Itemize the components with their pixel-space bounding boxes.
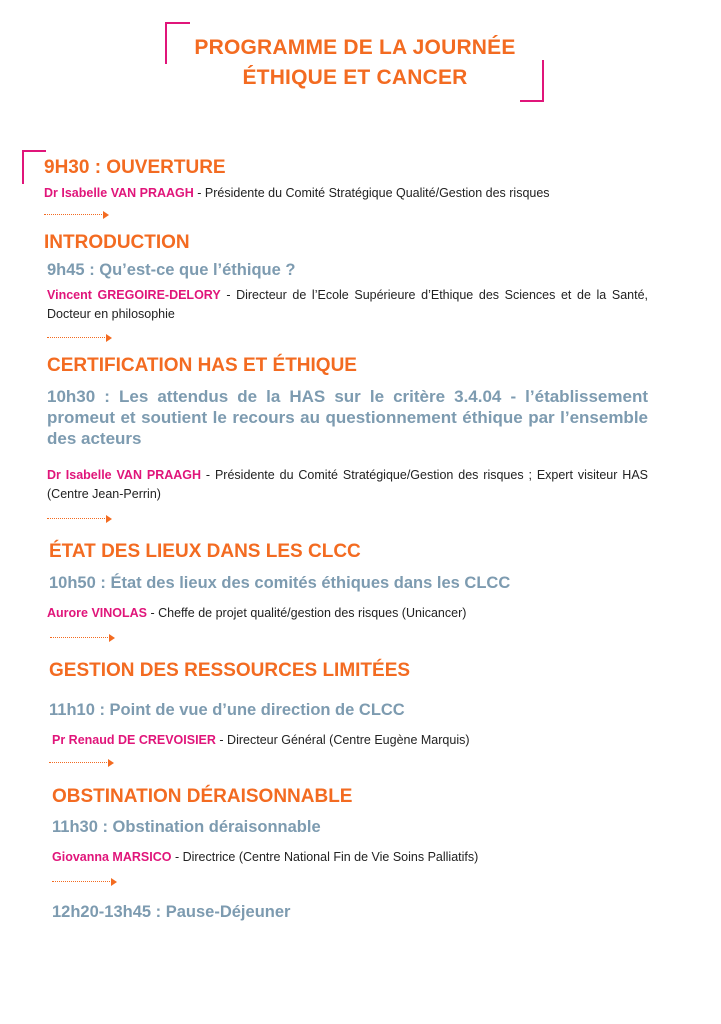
obstination-talk-title: 11h30 : Obstination déraisonnable bbox=[52, 818, 321, 836]
title-block bbox=[0, 0, 721, 110]
speaker-role: - Directeur de l’Ecole Supérieure d’Ethique des Sciences et de la Santé, Docteur en philosophie bbox=[47, 288, 648, 321]
speaker-role: - Directrice (Centre National Fin de Vie Soins Palliatifs) bbox=[171, 850, 479, 864]
certification-section-heading: CERTIFICATION HAS ET ÉTHIQUE bbox=[47, 355, 357, 376]
speaker-name: Dr Isabelle VAN PRAAGH bbox=[47, 468, 202, 482]
speaker-role: - Directeur Général (Centre Eugène Marquis) bbox=[215, 733, 470, 747]
speaker-name: Vincent GREGOIRE-DELORY bbox=[47, 288, 221, 302]
gestion-talk-title: 11h10 : Point de vue d’une direction de CLCC bbox=[49, 701, 405, 719]
dotted-arrow-icon bbox=[47, 334, 113, 342]
speaker-role: - Présidente du Comité Stratégique/Gestion des risques ; Expert visiteur HAS (Centre Jean-Perrin) bbox=[47, 468, 649, 501]
speaker-role: - Cheffe de projet qualité/gestion des risques (Unicancer) bbox=[147, 606, 467, 620]
opening-speaker bbox=[44, 184, 684, 203]
page-title-line1: PROGRAMME DE LA JOURNÉE bbox=[194, 36, 516, 59]
obstination-speaker bbox=[52, 848, 672, 867]
speaker-name: Dr Isabelle VAN PRAAGH bbox=[44, 186, 194, 200]
gestion-speaker bbox=[52, 731, 672, 750]
dotted-arrow-icon bbox=[49, 759, 115, 767]
etat-speaker bbox=[47, 604, 667, 623]
obstination-section-heading: OBSTINATION DÉRAISONNABLE bbox=[52, 786, 353, 807]
page-title bbox=[150, 33, 560, 93]
intro-section-heading: INTRODUCTION bbox=[44, 232, 190, 253]
speaker-name: Pr Renaud DE CREVOISIER bbox=[52, 733, 216, 747]
intro-speaker bbox=[47, 286, 648, 324]
certification-talk-title: 10h30 : Les attendus de la HAS sur le critère 3.4.04 - l’établissement promeut et soutient le recours au questionnement éthique par l’ensemble des acteurs bbox=[47, 387, 648, 448]
dotted-arrow-icon bbox=[47, 515, 113, 523]
speaker-name: Giovanna MARSICO bbox=[52, 850, 172, 864]
section-bracket bbox=[22, 150, 46, 184]
etat-section-heading: ÉTAT DES LIEUX DANS LES CLCC bbox=[49, 541, 361, 562]
page-title-line2: ÉTHIQUE ET CANCER bbox=[242, 66, 468, 89]
speaker-role: - Présidente du Comité Stratégique Qualité/Gestion des risques bbox=[193, 186, 550, 200]
etat-talk-title: 10h50 : État des lieux des comités éthiques dans les CLCC bbox=[49, 574, 511, 592]
intro-talk-title: 9h45 : Qu’est-ce que l’éthique ? bbox=[47, 261, 296, 279]
gestion-section-heading: GESTION DES RESSOURCES LIMITÉES bbox=[49, 660, 411, 681]
dotted-arrow-icon bbox=[50, 634, 116, 642]
certification-speaker bbox=[47, 466, 648, 504]
pause-title: 12h20-13h45 : Pause-Déjeuner bbox=[52, 903, 291, 921]
dotted-arrow-icon bbox=[52, 878, 118, 886]
speaker-name: Aurore VINOLAS bbox=[47, 606, 148, 620]
opening-heading: 9H30 : OUVERTURE bbox=[44, 157, 226, 178]
dotted-arrow-icon bbox=[44, 211, 110, 219]
